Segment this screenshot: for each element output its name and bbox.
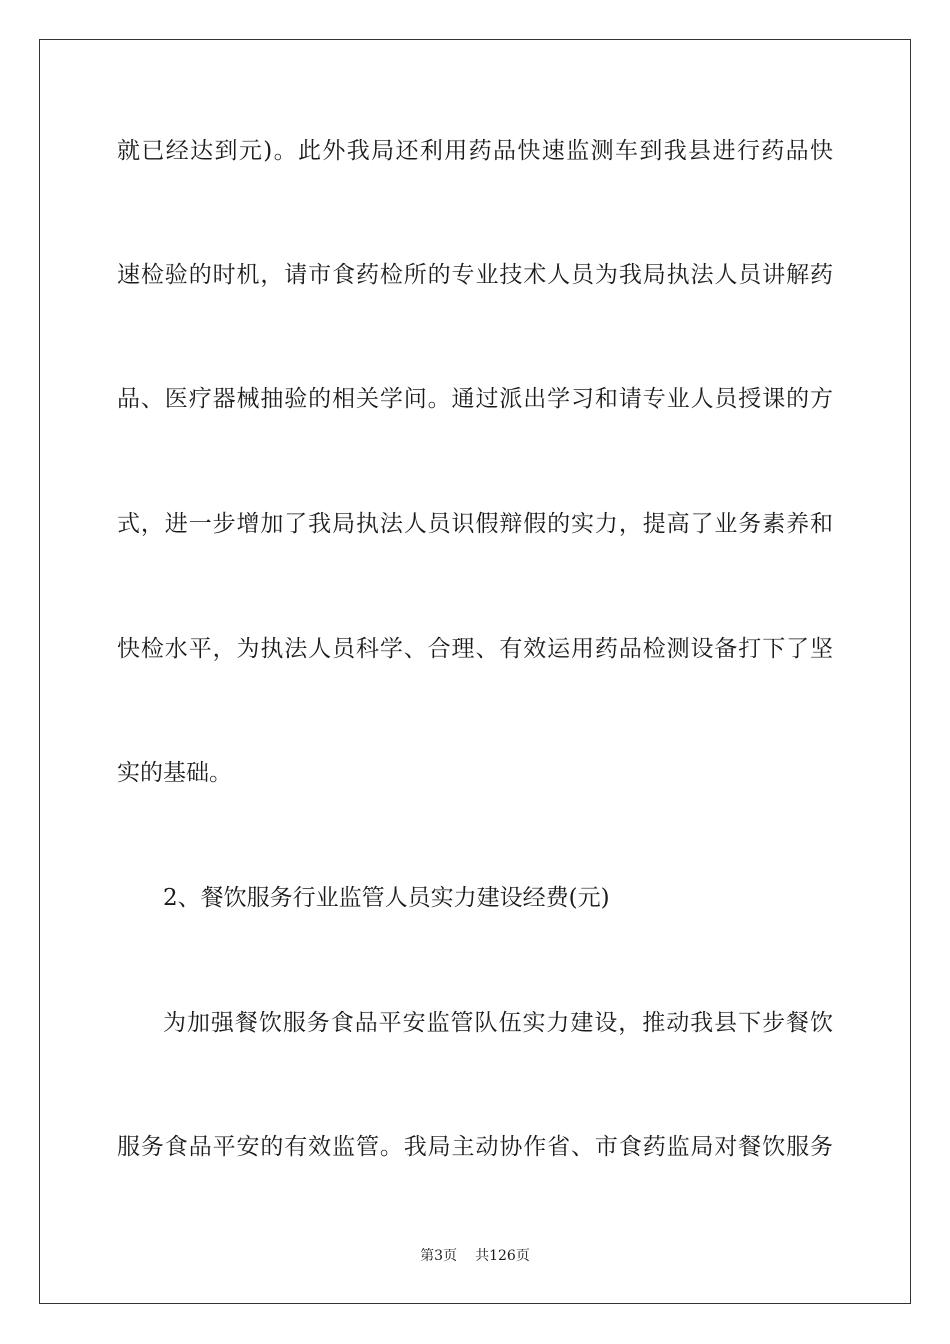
page-number: 第3页 — [420, 1248, 458, 1264]
page-border — [39, 39, 911, 1304]
body-line-6: 实的基础。 — [117, 760, 232, 786]
body-line-2: 速检验的时机，请市食药检所的专业技术人员为我局执法人员讲解药 — [117, 262, 833, 288]
section-heading: 2、餐饮服务行业监管人员实力建设经费(元) — [163, 885, 610, 911]
page-footer — [0, 1247, 950, 1265]
body-line-5: 快检水平，为执法人员科学、合理、有效运用药品检测设备打下了坚 — [117, 636, 833, 662]
total-pages: 共126页 — [475, 1248, 530, 1264]
body-line-1: 就已经达到元)。此外我局还利用药品快速监测车到我县进行药品快 — [117, 138, 833, 164]
body-line-9: 服务食品平安的有效监管。我局主动协作省、市食药监局对餐饮服务 — [117, 1134, 833, 1160]
body-line-8: 为加强餐饮服务食品平安监管队伍实力建设，推动我县下步餐饮 — [163, 1010, 833, 1036]
body-line-3: 品、医疗器械抽验的相关学问。通过派出学习和请专业人员授课的方 — [117, 386, 833, 412]
body-line-4: 式，进一步增加了我局执法人员识假辩假的实力，提高了业务素养和 — [117, 511, 833, 537]
